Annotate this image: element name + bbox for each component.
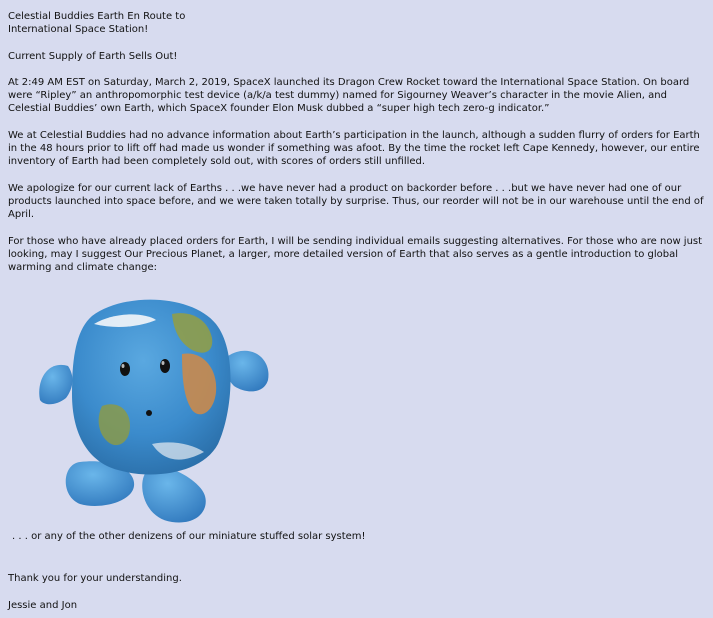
- paragraph-launch: At 2:49 AM EST on Saturday, March 2, 2019, SpaceX launched its Dragon Crew Rocket toward the International Space Station. On board were “Ripley” an anthropomorphic test device (a/k/a test dummy) named for Sigourney Weaver’s character in the movie Alien, and Celestial Buddies’ own Earth, which SpaceX founder Elon Musk dubbed a “super high tech zero-g indicator.”: [8, 76, 690, 115]
- paragraph-inventory: We at Celestial Buddies had no advance information about Earth’s participation in the launch, although a sudden flurry of orders for Earth in the 48 hours prior to lift off had made us wonder if something was afoot. By the time the rocket left Cape Kennedy, however, our entire inventory of Earth had been completely sold out, with scores of orders still unfilled.: [8, 129, 700, 168]
- earth-plush-image: [32, 294, 274, 528]
- paragraph-alternatives: For those who have already placed orders for Earth, I will be sending individual emails suggesting alternatives. For those who are now just looking, may I suggest Our Precious Planet, a larger, more detailed version of Earth that also serves as a gentle introduction to global warming and climate change:: [8, 235, 703, 274]
- paragraph-apology: We apologize for our current lack of Earths . . .we have never had a product on backorder before . . .but we have never had one of our products launched into space before, and we were taken totally by surprise. Thus, our reorder will not be in our warehouse until the end of April.: [8, 182, 704, 221]
- article-body: [8, 10, 705, 287]
- signature: Jessie and Jon: [8, 600, 78, 611]
- headline-line-1: Celestial Buddies Earth En Route to: [8, 11, 186, 22]
- earth-plush-icon: [32, 294, 274, 528]
- thanks-line: Thank you for your understanding.: [8, 573, 182, 584]
- headline: [8, 10, 705, 37]
- headline-line-2: International Space Station!: [8, 24, 149, 36]
- subhead: Current Supply of Earth Sells Out!: [8, 50, 178, 62]
- paragraph-after-image: . . . or any of the other denizens of our miniature stuffed solar system!: [12, 531, 366, 542]
